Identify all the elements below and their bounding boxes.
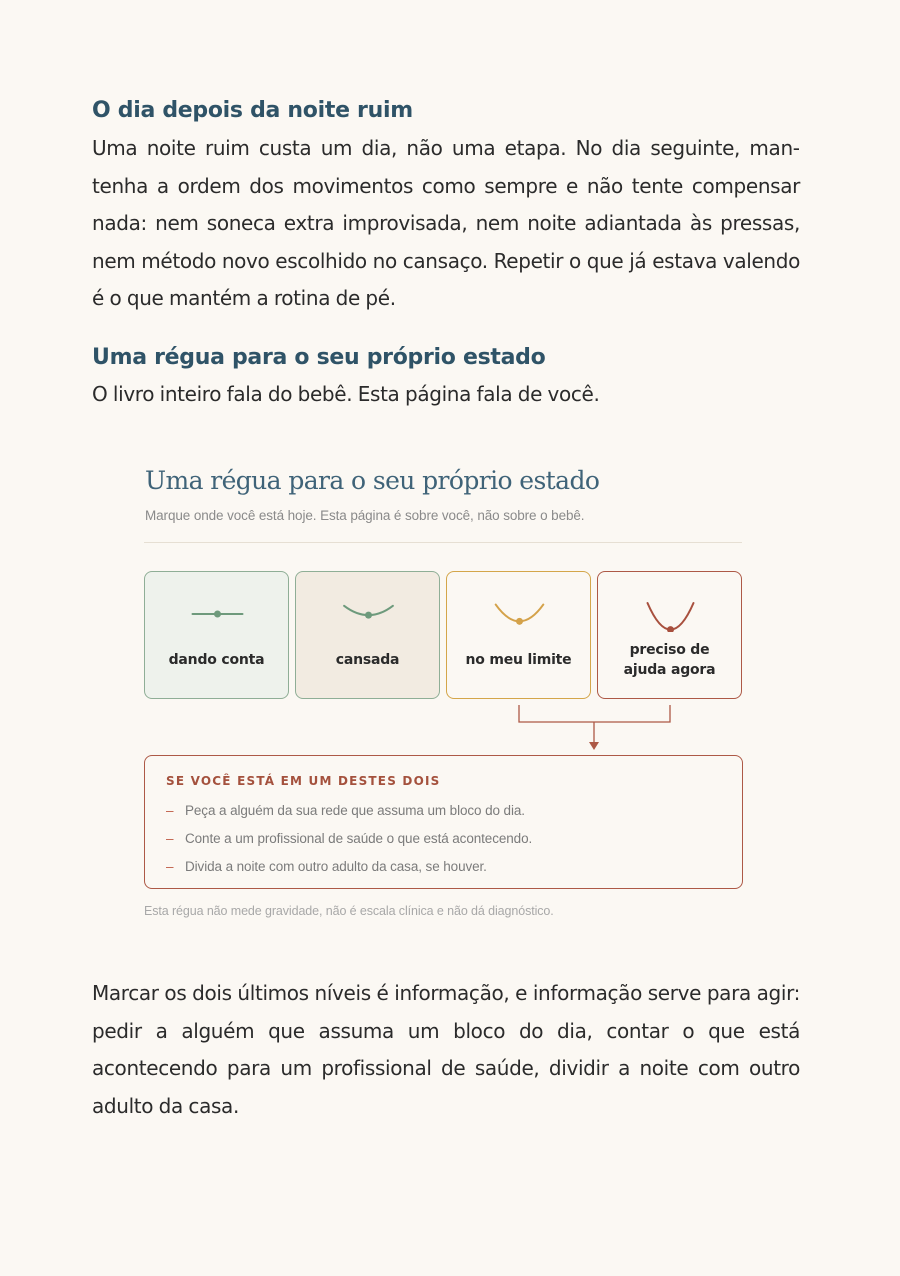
figure-footnote: Esta régua não mede gravidade, não é escala clínica e não dá diagnóstico. <box>144 904 554 918</box>
level-curve-icon <box>145 592 290 632</box>
dash-icon: – <box>166 831 174 846</box>
level-curve-icon <box>296 592 441 632</box>
level-curve <box>648 603 694 630</box>
level-curve-icon <box>598 592 743 632</box>
level-dot <box>516 618 523 625</box>
section-body-bad-night: Uma noite ruim custa um dia, não uma etapa. No dia seguinte, mantenha a ordem dos movimentos como sempre e não tente compensar nada: nem soneca extra improvisada, nem noite adiantada às pressas, nem método novo escolhido no cansaço. Repetir o que já estava valendo é o que mantém a rotina de pé. <box>92 136 800 310</box>
level-dot <box>667 626 674 632</box>
level-label: no meu limite <box>465 652 572 668</box>
section-heading-bad-night: O dia depois da noite ruim <box>92 98 413 123</box>
arrow-down-icon <box>589 742 599 750</box>
level-card-cansada[interactable] <box>295 571 440 699</box>
level-label: dando conta <box>168 652 265 668</box>
level-label: preciso de ajuda agora <box>623 642 716 678</box>
level-dot <box>365 612 372 619</box>
alert-item: – Conte a um profissional de saúde o que está acontecendo. <box>166 825 532 853</box>
level-card-no-meu-limite[interactable] <box>446 571 591 699</box>
level-card-dando-conta[interactable] <box>144 571 289 699</box>
figure-divider <box>144 542 742 543</box>
level-curve-icon <box>447 592 592 632</box>
section-heading-self-scale: Uma régua para o seu próprio estado <box>92 345 546 370</box>
figure-subtitle: Marque onde você está hoje. Esta página é sobre você, não sobre o bebê. <box>145 508 585 523</box>
level-dot <box>214 611 221 618</box>
bracket-arrow-connector <box>144 699 744 755</box>
section-body-conclusion: Marcar os dois últimos níveis é informação, e informação serve para agir: pedir a alguém que assuma um bloco do dia, contar o que está acontecendo para um profissional de saúde, dividir a noite com outro adulto da casa. <box>92 981 800 1118</box>
level-label: cansada <box>335 652 400 668</box>
alert-item: – Peça a alguém da sua rede que assuma um bloco do dia. <box>166 797 532 825</box>
alert-title: SE VOCÊ ESTÁ EM UM DESTES DOIS <box>166 774 441 788</box>
dash-icon: – <box>166 803 174 818</box>
alert-list <box>166 797 532 881</box>
section-body-self-scale: O livro inteiro fala do bebê. Esta página fala de você. <box>92 382 600 406</box>
alert-box <box>144 755 743 889</box>
dash-icon: – <box>166 859 174 874</box>
alert-item: – Divida a noite com outro adulto da casa, se houver. <box>166 853 532 881</box>
level-card-preciso-de-ajuda[interactable] <box>597 571 742 699</box>
figure-title: Uma régua para o seu próprio estado <box>145 466 600 495</box>
